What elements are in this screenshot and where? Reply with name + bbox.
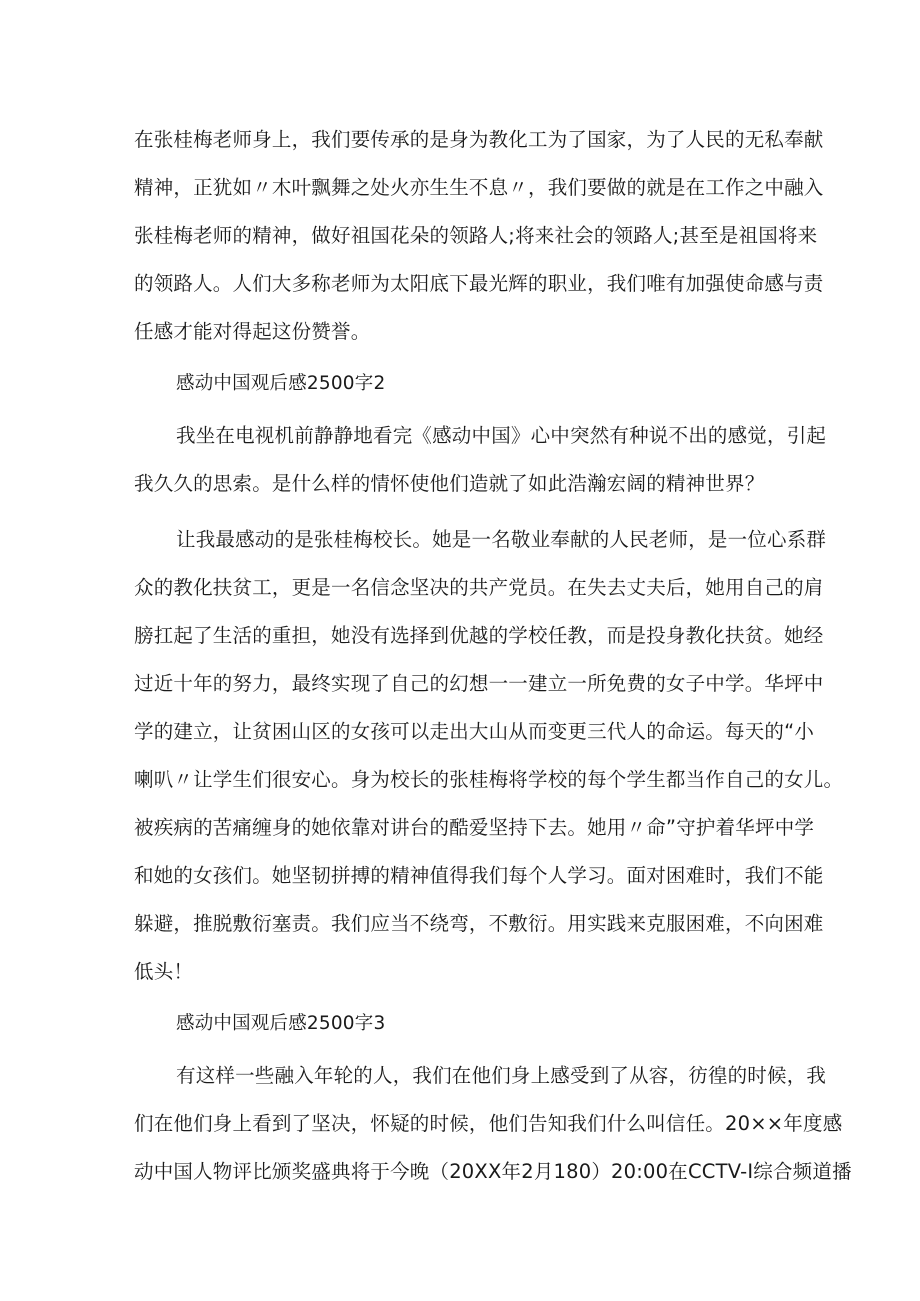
paragraph-line: 我坐在电视机前静静地看完《感动中国》心中突然有种说不出的感觉，引起: [176, 424, 827, 447]
paragraph-line: 有这样一些融入年轮的人，我们在他们身上感受到了从容，彷徨的时候，我: [176, 1064, 827, 1087]
paragraph-line: 张桂梅老师的精神，做好祖国花朵的领路人;将来社会的领路人;甚至是祖国将来: [134, 224, 818, 247]
paragraph-line: 的领路人。人们大多称老师为太阳底下最光辉的职业，我们唯有加强使命感与责: [134, 272, 824, 295]
paragraph-line: 喇叭〃让学生们很安心。身为校长的张桂梅将学校的每个学生都当作自己的女儿。: [134, 768, 844, 791]
paragraph-line: 膀扛起了生活的重担，她没有选择到优越的学校任教，而是投身教化扶贫。她经: [134, 624, 824, 647]
paragraph-line: 和她的女孩们。她坚韧拼搏的精神值得我们每个人学习。面对困难时，我们不能: [134, 864, 824, 887]
paragraph-line: 众的教化扶贫工，更是一名信念坚决的共产党员。在失去丈夫后，她用自己的肩: [134, 576, 824, 599]
paragraph-line: 任感才能对得起这份赞誉。: [134, 320, 371, 343]
paragraph-line: 让我最感动的是张桂梅校长。她是一名敬业奉献的人民老师，是一位心系群: [176, 528, 827, 551]
document-body: [134, 116, 852, 1196]
paragraph-line: 被疾病的苦痛缠身的她依靠对讲台的酷爱坚持下去。她用〃命”守护着华坪中学: [134, 816, 815, 839]
paragraph-line: 躲避，推脱敷衍塞责。我们应当不绕弯，不敷衍。用实践来克服困难，不向困难: [134, 912, 824, 935]
paragraph-line: 动中国人物评比颁奖盛典将于今晚（20XX年2月180）20:00在CCTV-I综合频道播: [134, 1160, 852, 1183]
paragraph-principal-zhang: [134, 516, 844, 996]
paragraph-watching-tv: [134, 412, 827, 508]
section-heading-3: 感动中国观后感2500字3: [176, 1013, 386, 1034]
paragraph-line: 我久久的思索。是什么样的情怀使他们造就了如此浩瀚宏阔的精神世界？: [134, 472, 765, 495]
paragraph-line: 学的建立，让贫困山区的女孩可以走出大山从而变更三代人的命运。每天的“小: [134, 720, 815, 743]
paragraph-line: 精神，正犹如〃木叶飘舞之处火亦生生不息〃，我们要做的就是在工作之中融入: [134, 176, 824, 199]
section-heading-2: 感动中国观后感2500字2: [176, 373, 386, 394]
paragraph-award-ceremony: [134, 1052, 852, 1196]
paragraph-line: 在张桂梅老师身上，我们要传承的是身为教化工为了国家，为了人民的无私奉献: [134, 128, 824, 151]
paragraph-line: 过近十年的努力，最终实现了自己的幻想一一建立一所免费的女子中学。华坪中: [134, 672, 824, 695]
paragraph-line: 低头！: [134, 960, 194, 983]
paragraph-zhang-guimei-spirit: [134, 116, 824, 356]
paragraph-line: 们在他们身上看到了坚决，怀疑的时候，他们告知我们什么叫信任。20××年度感: [134, 1112, 843, 1135]
